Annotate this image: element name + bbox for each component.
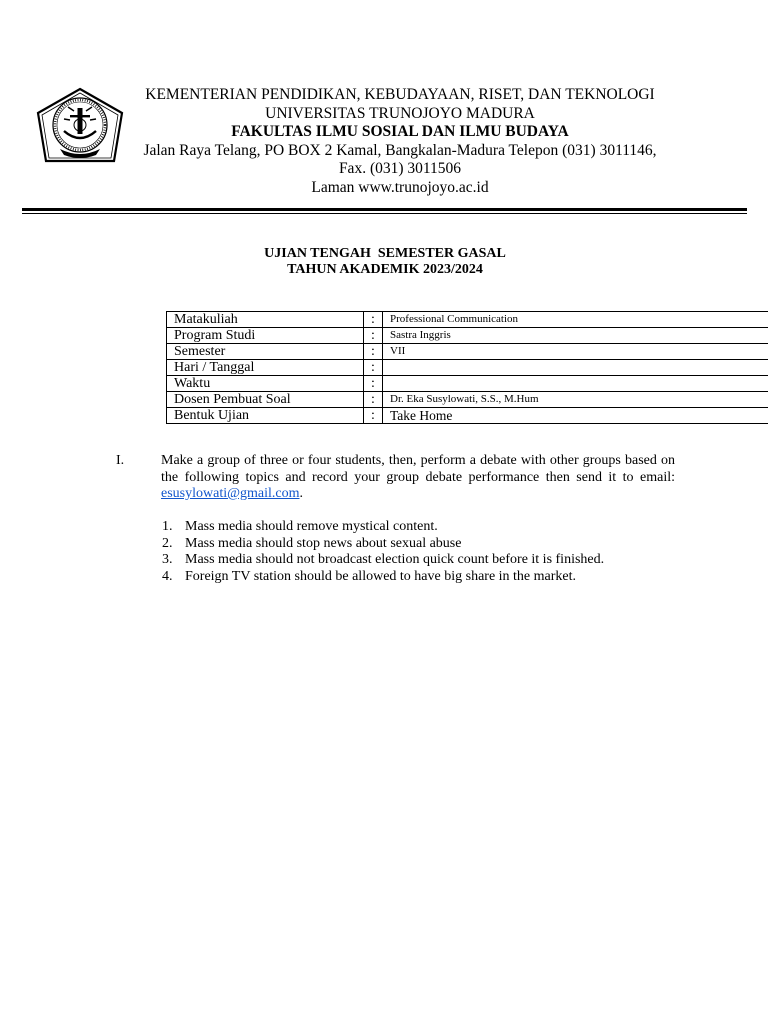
university-name: UNIVERSITAS TRUNOJOYO MADURA	[265, 104, 535, 122]
row-colon: :	[364, 344, 383, 360]
list-item	[162, 536, 604, 553]
topic-number: 1.	[162, 519, 173, 534]
instruction-period: .	[299, 486, 303, 501]
header-divider-thin	[22, 213, 747, 214]
row-value	[383, 360, 768, 376]
row-colon: :	[364, 392, 383, 408]
table-row	[167, 360, 768, 376]
row-value	[383, 376, 768, 392]
topic-text: Mass media should stop news about sexual abuse	[185, 535, 462, 551]
list-item	[162, 552, 604, 569]
exam-info-table	[166, 311, 768, 424]
row-colon: :	[364, 312, 383, 328]
debate-topics-list	[162, 519, 604, 585]
row-colon: :	[364, 376, 383, 392]
row-colon: :	[364, 360, 383, 376]
instruction-text: Make a group of three or four students, then, perform a debate with other groups based on the following topics and record your group debate performance then send it to email:	[161, 453, 675, 485]
row-label: Semester	[167, 344, 364, 360]
topic-text: Mass media should remove mystical content.	[185, 519, 438, 534]
row-value: Take Home	[383, 408, 768, 424]
topic-text: Foreign TV station should be allowed to have big share in the market.	[185, 568, 577, 584]
website: Laman www.trunojoyo.ac.id	[311, 178, 489, 196]
address-line-2: Fax. (031) 3011506	[338, 160, 462, 177]
row-colon: :	[364, 408, 383, 424]
row-label: Bentuk Ujian	[167, 408, 364, 424]
row-value: Professional Communication	[383, 312, 768, 328]
section-number: I.	[116, 453, 125, 468]
topic-text: Mass media should not broadcast election quick count before it is finished.	[185, 552, 605, 567]
row-colon: :	[364, 328, 383, 344]
row-label: Matakuliah	[167, 312, 364, 328]
row-value: Dr. Eka Susylowati, S.S., M.Hum	[383, 392, 768, 408]
exam-title	[100, 246, 670, 278]
faculty-name: FAKULTAS ILMU SOSIAL DAN ILMU BUDAYA	[231, 123, 569, 140]
row-value: Sastra Inggris	[383, 328, 768, 344]
table-row	[167, 376, 768, 392]
row-label: Waktu	[167, 376, 364, 392]
table-row	[167, 344, 768, 360]
exam-title-line-1: UJIAN TENGAH SEMESTER GASAL	[264, 246, 506, 261]
ministry-name: KEMENTERIAN PENDIDIKAN, KEBUDAYAAN, RISET, DAN TEKNOLOGI	[145, 86, 655, 103]
topic-number: 3.	[162, 552, 173, 567]
list-item	[162, 519, 604, 536]
email-link[interactable]: esusylowati@gmail.com	[161, 486, 300, 501]
table-row	[167, 408, 768, 424]
table-row	[167, 328, 768, 344]
letterhead	[100, 86, 700, 197]
address-line-1: Jalan Raya Telang, PO BOX 2 Kamal, Bangkalan-Madura Telepon (031) 3011146,	[143, 141, 657, 159]
table-row	[167, 312, 768, 328]
list-item	[162, 569, 604, 586]
row-label: Hari / Tanggal	[167, 360, 364, 376]
topic-number: 2.	[162, 535, 173, 551]
table-row	[167, 392, 768, 408]
topic-number: 4.	[162, 568, 173, 584]
row-label: Dosen Pembuat Soal	[167, 392, 364, 408]
row-label: Program Studi	[167, 328, 364, 344]
header-divider-thick	[22, 208, 747, 211]
section-instruction	[161, 453, 675, 503]
row-value: VII	[383, 344, 768, 360]
exam-title-line-2: TAHUN AKADEMIK 2023/2024	[287, 262, 483, 277]
